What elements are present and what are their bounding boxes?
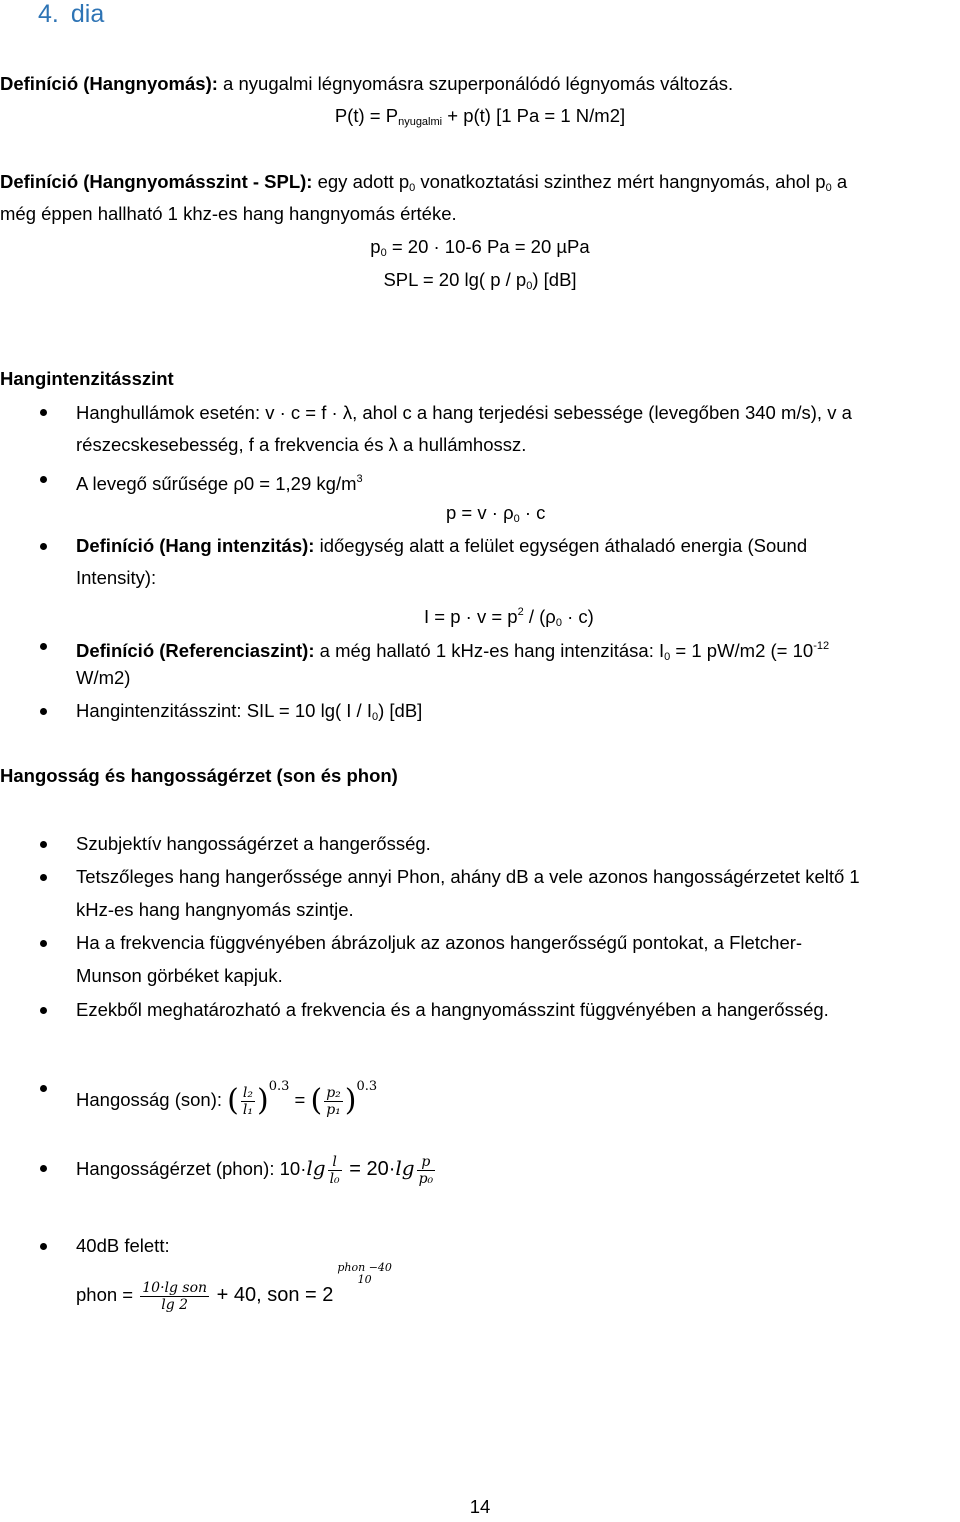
- subscript: 0: [513, 513, 520, 525]
- definition-sound-pressure: [0, 70, 733, 98]
- list-item-cont: Intensity):: [76, 567, 157, 588]
- superscript: 2: [517, 606, 524, 618]
- formula-part: p: [370, 236, 381, 257]
- section-title-intensity: Hangintenzitásszint: [0, 368, 174, 389]
- page-number: 14: [469, 1496, 491, 1517]
- fraction: [417, 1154, 436, 1187]
- fraction: [140, 1280, 209, 1313]
- bullet-icon: [40, 874, 47, 881]
- item-text: phon =: [76, 1284, 139, 1305]
- list-item-cont: kHz-es hang hangnyomás szintje.: [76, 899, 354, 920]
- bullet-icon: [40, 1007, 47, 1014]
- list-item-cont: W/m2): [76, 667, 131, 688]
- numerator: 10·lg son: [142, 1279, 208, 1296]
- superscript: -12: [813, 640, 830, 652]
- bullet-icon: [40, 476, 47, 483]
- list-item-cont: Munson görbéket kapjuk.: [76, 965, 283, 986]
- definition-text: vonatkoztatási szinthez mért hangnyomás, ahol p: [415, 171, 826, 192]
- exponent-fraction: [335, 1262, 394, 1286]
- item-text: Hangosságérzet (phon): 10·: [76, 1158, 307, 1179]
- bullet-icon: [40, 841, 47, 848]
- fraction: [328, 1154, 342, 1187]
- denominator: lg 2: [140, 1296, 209, 1313]
- subscript: 0: [409, 182, 416, 194]
- definition-spl-line2: még éppen hallható 1 khz-es hang hangnyomás értéke.: [0, 203, 457, 224]
- denominator: l₁: [242, 1101, 253, 1118]
- denominator: 10: [357, 1273, 372, 1286]
- formula-part: P(t) = P: [334, 105, 399, 126]
- bullet-icon: [40, 409, 47, 416]
- paren-open: (: [227, 1083, 239, 1119]
- list-item: Szubjektív hangosságérzet a hangerősség.: [76, 833, 431, 854]
- item-text: ) [dB]: [378, 700, 423, 721]
- bullet-icon: [40, 1085, 47, 1092]
- bullet-icon: [40, 1165, 47, 1172]
- list-item: 40dB felett:: [76, 1235, 170, 1256]
- paren-close: ): [256, 1083, 269, 1119]
- definition-text: időegység alatt a felület egységen áthaladó energia (Sound: [314, 535, 808, 556]
- formula-sub: nyugalmi: [398, 116, 443, 128]
- definition-text: a nyugalmi légnyomásra szuperponálódó légnyomás változás.: [217, 73, 734, 94]
- numerator: l: [332, 1153, 337, 1170]
- numerator: phon −40: [337, 1261, 392, 1274]
- definition-text: egy adott p: [312, 171, 410, 192]
- formula-p0: [0, 233, 960, 267]
- bullet-icon: [40, 940, 47, 947]
- list-item: Ha a frekvencia függvényében ábrázoljuk az azonos hangerősségű pontokat, a Fletcher-: [76, 932, 803, 953]
- formula-part: · c: [519, 502, 546, 523]
- formula-part: p = v · ρ: [446, 502, 514, 523]
- formula-part: ·: [567, 606, 574, 627]
- numerator: l₂: [242, 1084, 253, 1101]
- item-text: Hangintenzitásszint: SIL = 10 lg( I / I: [76, 700, 372, 721]
- definition-label: Definíció (Hangnyomásszint - SPL):: [0, 171, 313, 192]
- subscript: 0: [380, 247, 387, 259]
- list-item: [76, 463, 363, 500]
- list-item-cont: részecskesebesség, f a frekvencia és λ a hullámhossz.: [76, 434, 527, 455]
- list-item: Ezekből meghatározható a frekvencia és a hangnyomásszint függvényében a hangerősség.: [76, 999, 829, 1020]
- subscript: 0: [371, 711, 379, 723]
- bullet-icon: [40, 643, 47, 650]
- formula-phon-son: [76, 1262, 396, 1323]
- bullet-icon: [40, 708, 47, 715]
- definition-text: a még hallató 1 kHz-es hang intenzitása: I: [314, 640, 665, 661]
- paren-close: ): [344, 1083, 357, 1119]
- item-text: A levegő sűrűsége ρ0 = 1,29 kg/m: [76, 473, 357, 494]
- denominator: p₁: [326, 1101, 341, 1118]
- formula-part: c): [573, 606, 594, 627]
- definition-label: Definíció (Referenciaszint):: [76, 640, 315, 661]
- exponent: 0.3: [356, 1079, 378, 1094]
- list-item: [76, 630, 829, 673]
- page-heading: [38, 0, 104, 29]
- math-lg: lg: [395, 1156, 415, 1180]
- section-title-loudness: Hangosság és hangosságérzet (son és phon): [0, 765, 398, 786]
- denominator: p₀: [418, 1170, 434, 1187]
- subscript: 0: [664, 651, 671, 663]
- heading-title: dia: [70, 0, 105, 28]
- definition-text: a: [831, 171, 848, 192]
- definition-spl: [0, 168, 847, 202]
- list-item: Hanghullámok esetén: v · c = f · λ, ahol c a hang terjedési sebessége (levegőben 340 m/s), v a: [76, 402, 852, 423]
- subscript: 0: [825, 182, 832, 194]
- list-item: Tetszőleges hang hangerőssége annyi Phon, ahány dB a vele azonos hangosságérzetet keltő 1: [76, 866, 860, 887]
- list-item: [76, 530, 807, 562]
- fraction: [241, 1085, 255, 1118]
- exponent: 0.3: [268, 1079, 290, 1094]
- formula-part: + 40, son = 2: [211, 1284, 334, 1306]
- list-item: [76, 695, 422, 733]
- formula-part: / (ρ: [523, 606, 556, 627]
- formula-phon: [76, 1140, 437, 1197]
- item-text: Hangosság (son):: [76, 1089, 228, 1110]
- formula-part: = 20 · 10-6 Pa = 20 µPa: [386, 236, 590, 257]
- math-lg: lg: [306, 1156, 326, 1180]
- numerator: p₂: [326, 1084, 341, 1101]
- definition-label: Definíció (Hangnyomás):: [0, 73, 218, 94]
- equals: = 20·: [343, 1158, 396, 1180]
- bullet-icon: [40, 543, 47, 550]
- equals: =: [289, 1089, 311, 1110]
- subscript: 0: [526, 280, 533, 292]
- paren-open: (: [310, 1083, 323, 1119]
- denominator: l₀: [329, 1170, 340, 1187]
- formula-part: ) [dB]: [532, 269, 577, 290]
- formula-pressure: [0, 102, 960, 136]
- fraction: [324, 1085, 343, 1118]
- numerator: p: [421, 1153, 431, 1170]
- formula-spl: [0, 266, 960, 300]
- bullet-icon: [40, 1243, 47, 1250]
- formula-part: I = p · v = p: [424, 606, 518, 627]
- definition-text: = 1 pW/m2 (= 10: [670, 640, 814, 661]
- definition-label: Definíció (Hang intenzitás):: [76, 535, 315, 556]
- superscript: 3: [356, 473, 363, 485]
- formula-part: SPL = 20 lg( p / p: [383, 269, 527, 290]
- formula-part: + p(t) [1 Pa = 1 N/m2]: [442, 105, 626, 126]
- subscript: 0: [555, 617, 562, 629]
- heading-number: 4.: [38, 0, 59, 28]
- formula-son: [76, 1058, 377, 1130]
